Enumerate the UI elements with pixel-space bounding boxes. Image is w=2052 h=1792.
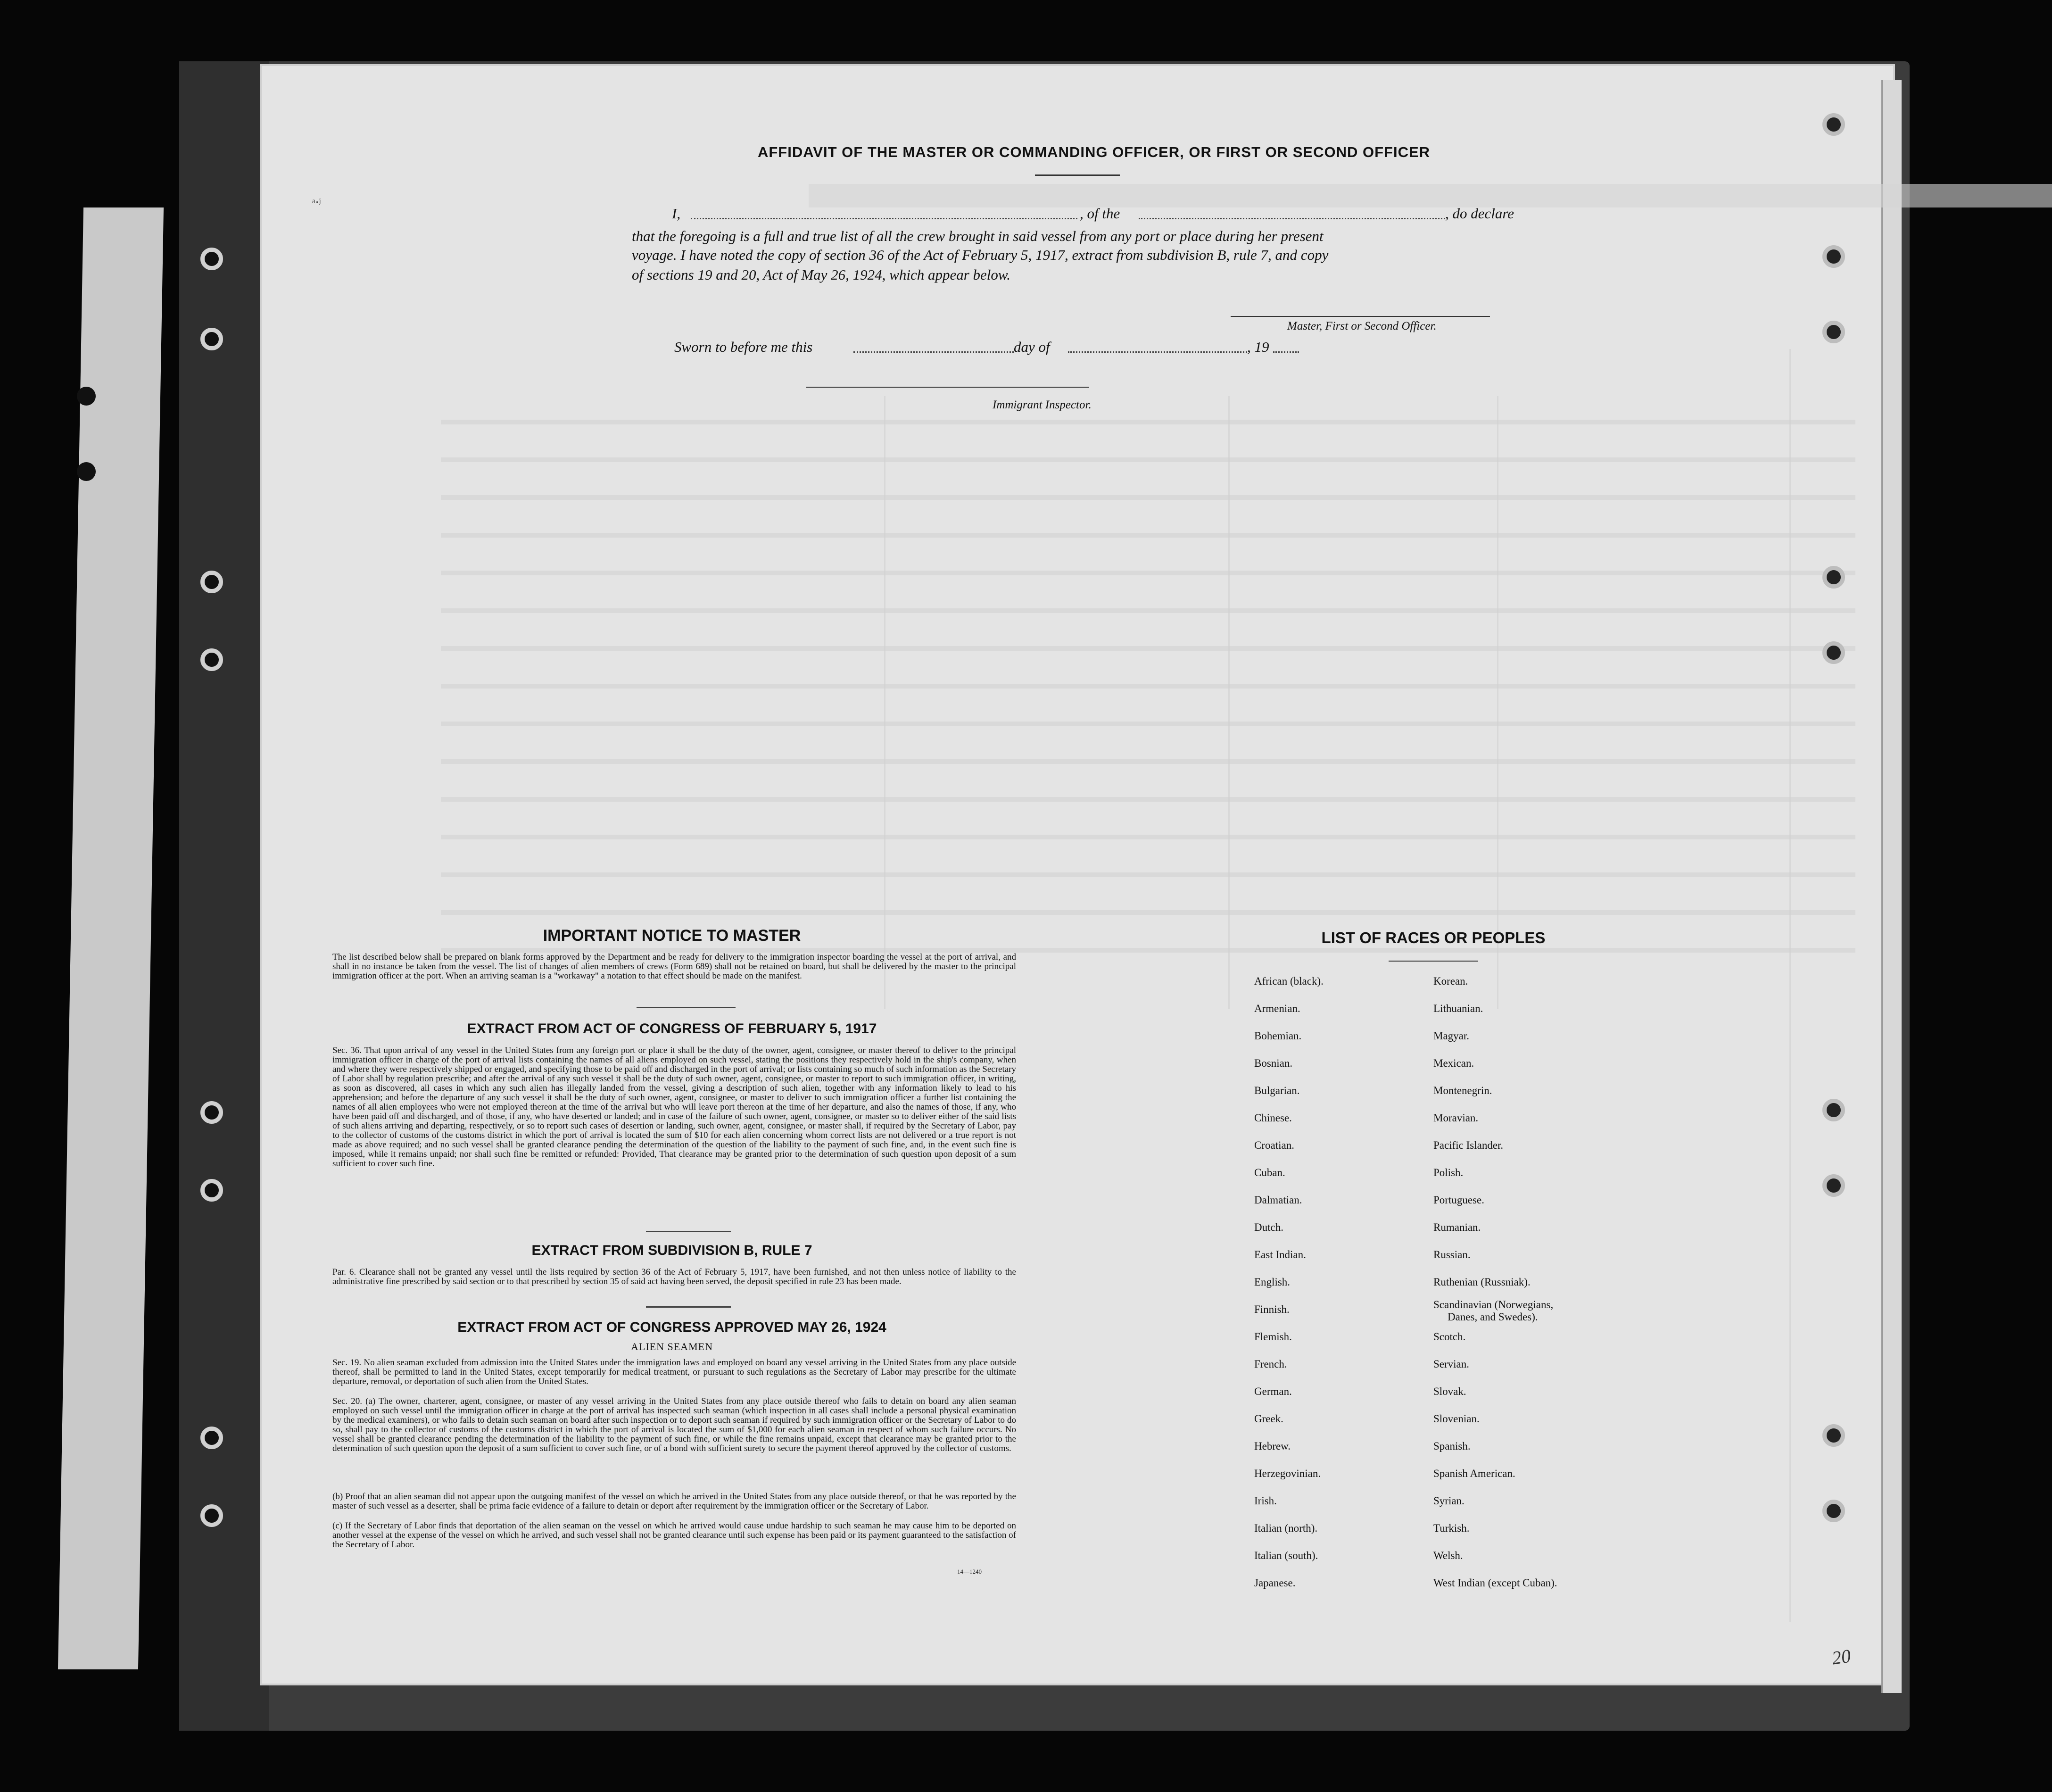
race-item: Irish. [1254, 1495, 1277, 1507]
affidavit-line-2: that the foregoing is a full and true list of all the crew brought in said vessel from any port or place during her present [632, 228, 1324, 244]
race-item: Flemish. [1254, 1331, 1292, 1343]
race-item: Slovenian. [1433, 1413, 1480, 1425]
inspector-label: Immigrant Inspector. [993, 398, 1092, 411]
extract-rule7-body: Par. 6. Clearance shall not be granted any vessel until the lists required by section 36 of the Act of February 5, 1917, have been furnished, and not then unless notice of liability to the administrative fine prescribed by said section or to that prescribed by section 35 of said act having been served, the deposit specified in rule 23 has been made. [332, 1267, 1016, 1286]
bleed-through-column [1228, 396, 1230, 1009]
extract-1924-sec20b: (b) Proof that an alien seaman did not appear upon the outgoing manifest of the vessel on which he arrived in the United States from any place outside thereof, or that he was reported by the master of such vessel as a deserter, shall be prima facie evidence of a failure to detain or deport after requirement by the immigration officer or the Secretary of Labor. [332, 1492, 1016, 1511]
race-item: Chinese. [1254, 1112, 1292, 1124]
bleed-through-row [441, 457, 1855, 462]
race-item: Rumanian. [1433, 1221, 1481, 1233]
extract-1924-sec20: Sec. 20. (a) The owner, charterer, agent, consignee, or master of any vessel arriving in the United States from any place outside thereof who fails to detain on board any alien seaman employed on such vessel until the immigration officer in charge at the port of arrival has inspected such seaman (which inspection in all cases shall include a personal physical examination by the medical examiners), or who fails to detain such seaman on board after such inspection or to deport such seaman if required by such immigration officer or the Secretary of Labor to do so, shall pay to the collector of customs of the customs district in which the port of arrival is located the sum of $1,000 for each alien seaman in respect of whom such failure occurs. No vessel shall be granted clearance pending the determination of the liability to the payment of such fine, or while the fine remains unpaid, except that clearance may be granted prior to the determination of such question upon the deposit of a sum sufficient to cover such fine, or of a bond with sufficient surety to secure the payment thereof approved by the collector of customs. [332, 1396, 1016, 1453]
pencil-mark: ᵃ⸱ʲ [312, 196, 321, 209]
race-item: Magyar. [1433, 1030, 1470, 1042]
binder-ring [1822, 1174, 1845, 1197]
binder-ring [200, 1504, 223, 1527]
race-item: Dutch. [1254, 1221, 1283, 1233]
year-label: , 19 [1247, 339, 1269, 355]
affidavit-do-declare: , do declare [1445, 205, 1514, 222]
race-item: African (black). [1254, 975, 1324, 987]
binder-ring [200, 1179, 223, 1202]
bleed-through-row [441, 495, 1855, 500]
extract-1917-body: Sec. 36. That upon arrival of any vessel in the United States from any foreign port or place it shall be the duty of the owner, agent, consignee, or master thereof to deliver to the principal immigration officer in charge of the port of arrival lists containing the names of all aliens employed on such vessel, stating the positions they respectively hold in the ship's company, when and where they were respectively shipped or engaged, and specifying those to be paid off and discharged in the port of arrival; or lists containing so much of such information as the Secretary of Labor shall by regulation prescribe; and after the arrival of any such vessel it shall be the duty of such owner, agent, consignee, or master to report to such immigration officer, in writing, as soon as discovered, all cases in which any such alien has illegally landed from the vessel, giving a description of such alien, together with any information likely to lead to his apprehension; and before the departure of any such vessel it shall be the duty of such owner, agent, consignee, or master to deliver to such immigration officer a further list containing the names of all alien employees who were not employed thereon at the time of the arrival but who will leave port thereon at the time of her departure, and also the names of those, if any, who have been paid off and discharged, and of those, if any, who have deserted or landed; and in case of the failure of such owner, agent, consignee, or master so to deliver either of the said lists of such aliens arriving and departing, respectively, or so to report such cases of desertion or landing, such owner, agent, consignee, or master shall, if required by the Secretary of Labor, pay to the collector of customs of the customs district in which the port of arrival is located the sum of $10 for each alien concerning whom correct lists are not delivered or a true report is not made as above required; and no such vessel shall be granted clearance pending the determination of the question of the liability to the payment of such fine, and, in the event such fine is imposed, while it remains unpaid; nor shall such fine be remitted or refunded: Provided, That clearance may be granted prior to the determination of such question upon deposit of a sum sufficient to cover such fine. [332, 1045, 1016, 1169]
inspector-signature-line[interactable] [806, 387, 1089, 388]
day-of-label: day of [1014, 339, 1050, 355]
extract-rule7-title: EXTRACT FROM SUBDIVISION B, RULE 7 [531, 1243, 812, 1258]
race-item: Polish. [1433, 1167, 1464, 1178]
race-item: Spanish American. [1433, 1468, 1515, 1479]
race-item: Korean. [1433, 975, 1468, 987]
race-item: Croatian. [1254, 1139, 1294, 1151]
bleed-through-column [884, 396, 885, 1009]
bleed-through-row [441, 835, 1855, 839]
bleed-through-row [441, 797, 1855, 802]
bleed-through-row [441, 910, 1855, 915]
race-item: Bohemian. [1254, 1030, 1302, 1042]
form-number: 14—1240 [957, 1568, 982, 1575]
title-rule [1035, 174, 1120, 176]
race-item: Slovak. [1433, 1385, 1466, 1397]
affidavit-line-4: of sections 19 and 20, Act of May 26, 1924, which appear below. [632, 266, 1011, 283]
race-item: Turkish. [1433, 1522, 1470, 1534]
races-title-rule [1389, 961, 1478, 962]
binder-ring [1822, 566, 1845, 589]
race-item: Russian. [1433, 1249, 1471, 1261]
race-item: Hebrew. [1254, 1440, 1291, 1452]
binder-ring [200, 571, 223, 593]
bleed-through-row [441, 684, 1855, 689]
race-item: French. [1254, 1358, 1287, 1370]
race-item: Portuguese. [1433, 1194, 1484, 1206]
race-item: Italian (north). [1254, 1522, 1318, 1534]
race-item: Montenegrin. [1433, 1085, 1492, 1096]
section-rule [646, 1231, 731, 1232]
extract-1924-sec19: Sec. 19. No alien seaman excluded from admission into the United States under the immigration laws and employed on board any vessel arriving in the United States from any place outside thereof, shall be permitted to land in the United States, except temporarily for medical treatment, or pursuant to such regulations as the Secretary of Labor may prescribe for the ultimate departure, removal, or deportation of such alien from the United States. [332, 1358, 1016, 1386]
race-item: Cuban. [1254, 1167, 1285, 1178]
race-item: Welsh. [1433, 1550, 1463, 1561]
extract-1924-title: EXTRACT FROM ACT OF CONGRESS APPROVED MAY 26, 1924 [457, 1319, 886, 1335]
bleed-through-row [441, 571, 1855, 575]
binder-ring [1822, 1424, 1845, 1447]
race-item: Lithuanian. [1433, 1003, 1483, 1014]
race-item: Armenian. [1254, 1003, 1300, 1014]
master-name-field[interactable] [691, 218, 1077, 219]
section-rule [646, 1306, 731, 1308]
binder-ring [200, 1427, 223, 1449]
affidavit-title: AFFIDAVIT OF THE MASTER OR COMMANDING OFFICER, OR FIRST OR SECOND OFFICER [757, 144, 1431, 160]
race-item: Ruthenian (Russniak). [1433, 1276, 1531, 1288]
master-signature-line[interactable] [1231, 316, 1490, 317]
race-item: Finnish. [1254, 1303, 1290, 1315]
handwritten-page-number: 20 [1830, 1645, 1852, 1669]
section-rule [637, 1007, 736, 1008]
binder-ring [1822, 113, 1845, 136]
race-item: Pacific Islander. [1433, 1139, 1504, 1151]
notice-title: IMPORTANT NOTICE TO MASTER [543, 927, 801, 945]
affidavit-i-label: I, [672, 205, 681, 222]
race-item: Greek. [1254, 1413, 1283, 1425]
binder-ring [200, 1101, 223, 1124]
bleed-through-row [441, 872, 1855, 877]
notice-body: The list described below shall be prepared on blank forms approved by the Department and be ready for delivery to the immigration inspector boarding the vessel at the port of arrival, and shall in no instance be taken from the vessel. The list of changes of alien members of crews (Form 689) shall not be retained on board, but shall be delivered by the master to the principal immigration officer at the port. When an arriving seaman is a "workaway" a notation to that effect should be made on the manifest. [332, 952, 1016, 981]
sworn-label: Sworn to before me this [674, 339, 813, 355]
race-item: Scandinavian (Norwegians, [1433, 1299, 1554, 1311]
race-item: Japanese. [1254, 1577, 1296, 1589]
punch-hole [77, 462, 96, 481]
race-item: Herzegovinian. [1254, 1468, 1321, 1479]
race-item: German. [1254, 1385, 1292, 1397]
bleed-through-row [441, 722, 1855, 726]
race-item: Bulgarian. [1254, 1085, 1300, 1096]
bleed-through-heading [809, 184, 2052, 207]
extract-1924-subtitle: ALIEN SEAMEN [631, 1341, 713, 1352]
punch-hole [77, 387, 96, 406]
binder-ring [1822, 1099, 1845, 1121]
binder-ring [1822, 641, 1845, 664]
bleed-through-row [441, 646, 1855, 651]
bleed-through-row [441, 533, 1855, 538]
race-item: Italian (south). [1254, 1550, 1318, 1561]
race-item: Syrian. [1433, 1495, 1465, 1507]
bleed-through-row [441, 420, 1855, 424]
binder-edge [179, 61, 269, 1731]
race-item: West Indian (except Cuban). [1433, 1577, 1557, 1589]
bleed-through-row [441, 759, 1855, 764]
vessel-name-field[interactable] [1139, 218, 1445, 219]
race-item: Mexican. [1433, 1057, 1474, 1069]
master-signature-label: Master, First or Second Officer. [1287, 320, 1437, 332]
sworn-month-field[interactable] [1068, 351, 1247, 353]
race-item: Bosnian. [1254, 1057, 1293, 1069]
binder-ring [200, 248, 223, 270]
race-item: Moravian. [1433, 1112, 1479, 1124]
race-item: Servian. [1433, 1358, 1470, 1370]
race-item: English. [1254, 1276, 1291, 1288]
bleed-through-column [1789, 349, 1791, 1622]
binder-ring [200, 648, 223, 671]
races-title: LIST OF RACES OR PEOPLES [1321, 929, 1546, 946]
race-item: Danes, and Swedes). [1448, 1311, 1538, 1323]
bleed-through-column [1497, 396, 1498, 1009]
binder-ring [200, 328, 223, 350]
binder-ring [1822, 321, 1845, 343]
extract-1917-title: EXTRACT FROM ACT OF CONGRESS OF FEBRUARY 5, 1917 [467, 1021, 877, 1037]
affidavit-line-3: voyage. I have noted the copy of section 36 of the Act of February 5, 1917, extract from subdivision B, rule 7, and copy [632, 247, 1329, 263]
sworn-day-field[interactable] [853, 351, 1014, 353]
binder-ring [1822, 245, 1845, 268]
extract-1924-sec20c: (c) If the Secretary of Labor finds that deportation of the alien seaman on the vessel on which he arrived would cause undue hardship to such seaman he may cause him to be deported on another vessel at the expense of the vessel on which he arrived, and such vessel shall not be granted clearance until such expense has been paid or its payment guaranteed to the satisfaction of the Secretary of Labor. [332, 1521, 1016, 1550]
race-item: Spanish. [1433, 1440, 1471, 1452]
race-item: East Indian. [1254, 1249, 1306, 1261]
sworn-year-field[interactable] [1273, 351, 1299, 353]
binder-ring [1822, 1500, 1845, 1522]
race-item: Dalmatian. [1254, 1194, 1302, 1206]
affidavit-of-the-label: , of the [1080, 205, 1120, 222]
race-item: Scotch. [1433, 1331, 1466, 1343]
bleed-through-row [441, 608, 1855, 613]
